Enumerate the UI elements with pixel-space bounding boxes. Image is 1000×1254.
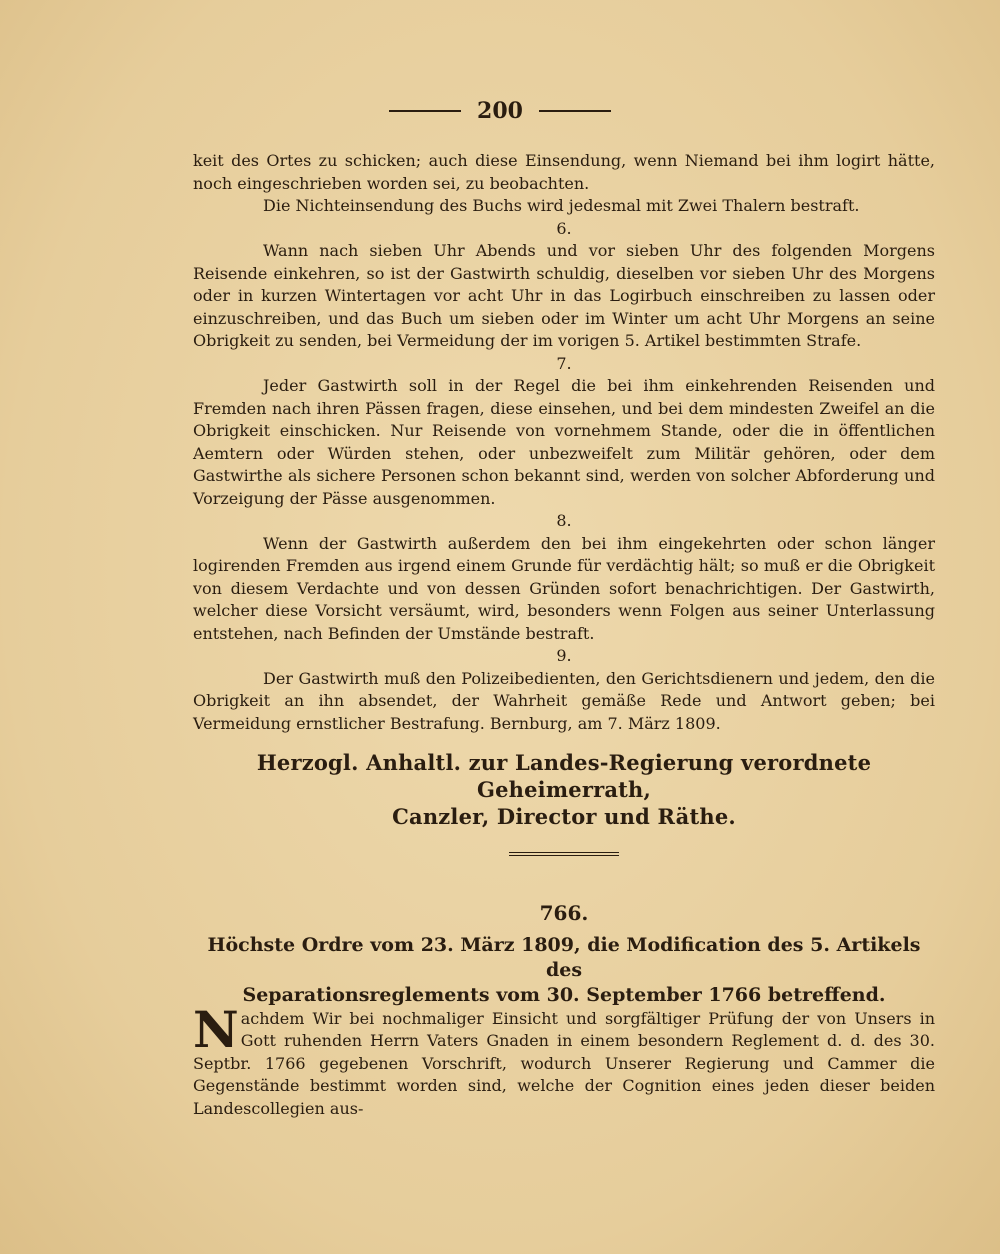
section-text: Jeder Gastwirth soll in der Regel die bei ihm einkehrenden Reisenden und Fremden nach ihren Pässen fragen, diese einsehen, und bei dem mindesten Zweifel an die Obrigkeit einschicken. Nur Reisende von vornehmem Stande, oder die in öffentlichen Aemtern oder Würden stehen, oder unbezweifelt zum Militär gehören, oder dem Gastwirthe als sichere Personen schon bekannt sind, werden von solcher Abforderung und Vorzeigung der Pässe ausgenommen. <box>193 376 935 508</box>
section-text: Der Gastwirth muß den Polizeibedienten, den Gerichtsdienern und jedem, den die Obrigkeit an ihn absendet, der Wahrheit gemäße Rede und Antwort geben; bei Vermeidung ernstlicher Bestrafung. Bernburg, am 7. März 1809. <box>193 668 935 733</box>
signature-block <box>193 749 935 830</box>
page-header <box>0 98 1000 124</box>
page-body <box>193 150 935 1120</box>
header-rule-left <box>389 110 461 112</box>
page-number: 200 <box>477 98 523 124</box>
signature-line: Canzler, Director und Räthe. <box>392 804 736 829</box>
section-number: 6. <box>556 218 572 238</box>
document-title-line: Höchste Ordre vom 23. März 1809, die Modification des 5. Artikels des <box>207 933 921 981</box>
document-title <box>193 933 935 1008</box>
opening-paragraph <box>193 999 935 1121</box>
drop-cap: N <box>193 999 239 1059</box>
section-number: 9. <box>556 646 572 665</box>
section-number: 7. <box>556 353 572 373</box>
opening-paragraph-text: achdem Wir bei nochmaliger Einsicht und sorgfältiger Prüfung der von Unsers in Gott ruhenden Herrn Vaters Gnaden in einem besondern Reglement d. d. des 30. Septbr. 1766 gegebenen Vorschrift, wodurch Unserer Regierung und Cammer die Gegenstände bestimmt worden sind, welche der Cognition eines jeden dieser beiden Landescollegien aus- <box>193 1008 935 1118</box>
section-text: Wann nach sieben Uhr Abends und vor sieben Uhr des folgenden Morgens Reisende einkehren, so ist der Gastwirth schuldig, dieselben vor sieben Uhr des Morgens oder in kurzen Wintertagen vor acht Uhr in das Logirbuch einschreiben zu lassen oder einzuschreiben, und das Buch um sieben oder im Winter um acht Uhr Morgens an seine Obrigkeit zu senden, bei Vermeidung der im vorigen 5. Artikel bestimmten Strafe. <box>193 241 935 350</box>
section-text: Wenn der Gastwirth außerdem den bei ihm eingekehrten oder schon länger logirenden Fremden aus irgend einem Grunde für verdächtig hält; so muß er die Obrigkeit von diesem Verdachte und von dessen Gründen sofort benachrichtigen. Der Gastwirth, welcher diese Vorsicht versäumt, wird, besonders wenn Folgen aus seiner Unterlassung entstehen, nach Befinden der Umstände bestraft. <box>193 533 935 643</box>
section-divider <box>509 852 619 856</box>
section-number: 8. <box>556 511 572 530</box>
header-rule-right <box>539 110 611 112</box>
paragraph-continuation: keit des Ortes zu schicken; auch diese Einsendung, wenn Niemand bei ihm logirt hätte, noch eingeschrieben worden sei, zu beobachten. <box>193 151 935 193</box>
document-number: 766. <box>539 901 589 925</box>
paragraph-penalty: Die Nichteinsendung des Buchs wird jedesmal mit Zwei Thalern bestraft. <box>263 196 860 215</box>
signature-line: Herzogl. Anhaltl. zur Landes-Regierung verordnete Geheimerrath, <box>256 750 872 802</box>
document-title-line: Separationsreglements vom 30. September 1766 betreffend. <box>242 983 886 1006</box>
